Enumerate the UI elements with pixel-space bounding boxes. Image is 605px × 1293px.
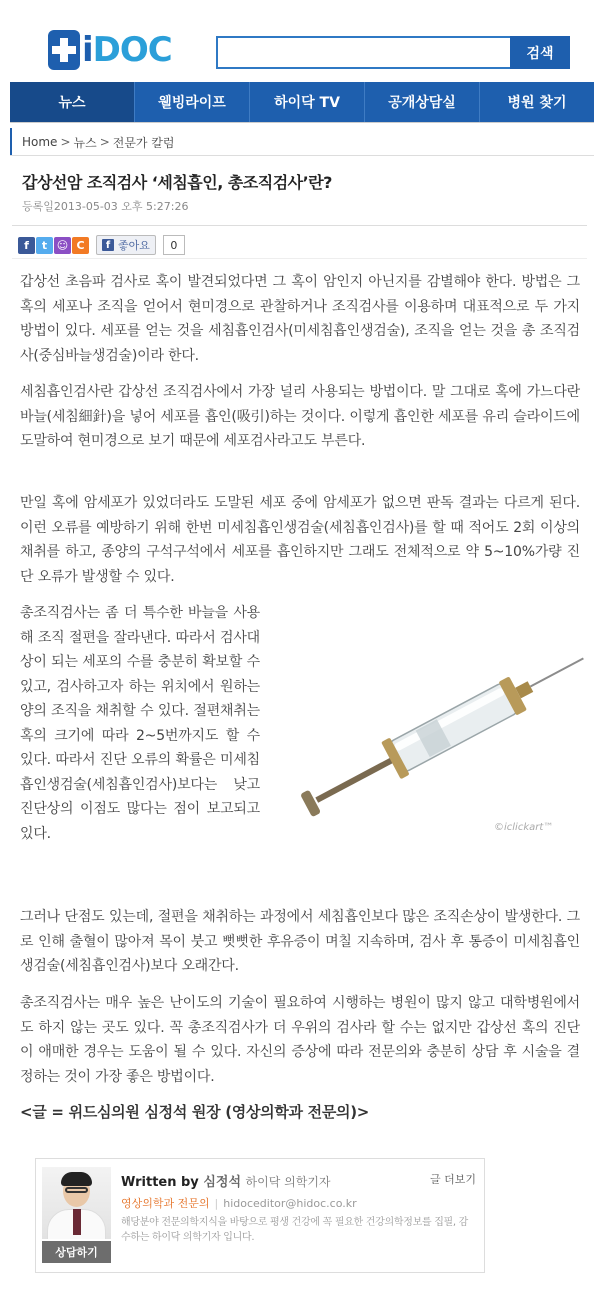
search-input[interactable]: [218, 38, 510, 67]
nav-item-wellbeing-life[interactable]: 웰빙라이프: [135, 82, 250, 122]
article-paragraph: 총조직검사는 좀 더 특수한 바늘을 사용해 조직 절편을 잘라낸다. 따라서 검사대상이 되는 세포의 수를 충분히 확보할 수 있고, 검사하고자 하는 위치에서 원하는 양의 조직을 채취할 수 있다. 절편채취는 혹의 크기에 따라 2~5번까지도 할 수 있다. 따라서 진단 오류의 확률은 미세침흡인생검술(세침흡인검사)보다는 낮고 진단상의 이점도 많다는 점이 보고되고 있다.: [20, 605, 260, 842]
facebook-icon[interactable]: f: [18, 237, 35, 254]
author-hair: [61, 1172, 92, 1186]
consult-button[interactable]: 상담하기: [42, 1241, 111, 1263]
article-signature: <글 = 위드심의원 심정석 원장 (영상의학과 전문의)>: [20, 1103, 370, 1121]
hidoc-logo[interactable]: [48, 28, 196, 72]
search-box: [216, 36, 512, 69]
article-paragraph: 세침흡인검사란 갑상선 조직검사에서 가장 널리 사용되는 방법이다. 말 그대로 혹에 가느다란 바늘(세침細針)을 넣어 세포를 흡인(吸引)하는 것이다. 이렇게 흡인한 세포를 유리 슬라이드에 도말하여 현미경으로 보기 때문에 세포검사라고도 부른다.: [20, 384, 580, 449]
author-name[interactable]: 심정석: [203, 1175, 242, 1190]
logo-letters-doc: DOC: [92, 30, 172, 70]
article-paragraph: 갑상선 초음파 검사로 혹이 발견되었다면 그 혹이 암인지 아닌지를 감별해야 한다. 방법은 그 혹의 세포나 조직을 얻어서 현미경으로 관찰하거나 조직검사를 이용하며 대표적으로 두 가지 방법이 있다. 세포를 얻는 것을 세침흡인검사(미세침흡인생검술), 조직을 얻는 것을 총 조직검사(중심바늘생검술)이라 한다.: [20, 274, 580, 364]
nav-item-public-consult[interactable]: 공개상담실: [365, 82, 480, 122]
main-nav: [10, 82, 594, 122]
breadcrumb-home[interactable]: Home: [22, 135, 58, 149]
author-contact: [121, 1195, 357, 1211]
author-description: 해당분야 전문의학지식을 바탕으로 평생 건강에 꼭 필요한 건강의학정보를 집필, 감수하는 하이닥 의학기자 입니다.: [121, 1217, 469, 1243]
breadcrumb: [10, 128, 594, 156]
like-count: 0: [163, 235, 185, 255]
breadcrumb-separator: >: [60, 135, 71, 149]
title-divider: [12, 225, 587, 226]
logo-text: [82, 30, 172, 70]
nav-divider: [10, 122, 594, 123]
nav-item-news[interactable]: 뉴스: [10, 82, 135, 122]
breadcrumb-divider: [10, 155, 594, 156]
nav-item-hidoc-tv[interactable]: 하이닥 TV: [250, 82, 365, 122]
author-role: 하이닥 의학기자: [245, 1175, 331, 1189]
facebook-icon: f: [102, 239, 114, 251]
syringe-image: [272, 640, 592, 840]
article-paragraph: 그러나 단점도 있는데, 절편을 채취하는 과정에서 세침흡인보다 많은 조직손상이 발생한다. 그로 인해 출혈이 많아져 목이 붓고 뻣뻣한 후유증이 며칠 지속하며, 검사 후 통증이 미세침흡인생검술(세침흡인검사)보다 오래간다.: [20, 909, 580, 974]
author-photo: [42, 1167, 111, 1239]
more-articles-link[interactable]: 글 더보기: [430, 1173, 477, 1186]
cyworld-icon[interactable]: C: [72, 237, 89, 254]
twitter-icon[interactable]: t: [36, 237, 53, 254]
article-date: 등록일2013-05-03 오후 5:27:26: [22, 200, 189, 213]
author-email[interactable]: hidoceditor@hidoc.co.kr: [223, 1196, 357, 1210]
article-paragraph: 만일 혹에 암세포가 있었더라도 도말된 세포 중에 암세포가 없으면 판독 결과는 다르게 된다. 이런 오류를 예방하기 위해 한번 미세침흡인생검술(세침흡인검사)를 할 때 적어도 2회 이상의 채취를 하고, 종양의 구석구석에서 세포를 흡인하지만 그래도 전체적으로 약 5~10%가량 진단 오류가 발생할 수 있다.: [20, 495, 580, 585]
logo-letter-i: i: [82, 30, 93, 70]
like-label: 좋아요: [118, 239, 150, 252]
search-button[interactable]: 검색: [510, 36, 570, 69]
social-share-bar: [18, 235, 185, 255]
me2day-icon[interactable]: ☺: [54, 237, 71, 254]
site-header: [0, 0, 605, 80]
contact-separator: |: [214, 1196, 219, 1210]
article-title: 갑상선암 조직검사 ‘세침흡인, 총조직검사’란?: [22, 173, 332, 192]
article-paragraph: 총조직검사는 매우 높은 난이도의 기술이 필요하여 시행하는 병원이 많지 않고 대학병원에서도 하지 않는 곳도 있다. 꼭 총조직검사가 더 우위의 검사라 할 수는 없지만 갑상선 혹의 진단이 애매한 경우는 도움이 될 수 있다. 자신의 증상에 따라 전문의와 충분히 상담 후 시술을 결정하는 것이 가장 좋은 방법이다.: [20, 995, 580, 1085]
breadcrumb-separator: >: [99, 135, 110, 149]
breadcrumb-news[interactable]: 뉴스: [73, 135, 97, 150]
written-by-label: Written by: [121, 1175, 199, 1190]
social-divider: [12, 258, 587, 259]
medical-cross-icon: [48, 30, 80, 70]
image-watermark: ©iclickart™: [494, 822, 554, 833]
author-box: [35, 1158, 485, 1273]
nav-item-find-hospital[interactable]: 병원 찾기: [507, 95, 567, 111]
breadcrumb-section[interactable]: 전문가 칼럼: [112, 135, 175, 150]
facebook-like-button[interactable]: [96, 235, 156, 255]
author-glasses: [65, 1187, 88, 1193]
author-tie: [73, 1209, 81, 1235]
author-specialty: 영상의학과 전문의: [121, 1197, 210, 1210]
author-byline: [121, 1171, 331, 1190]
